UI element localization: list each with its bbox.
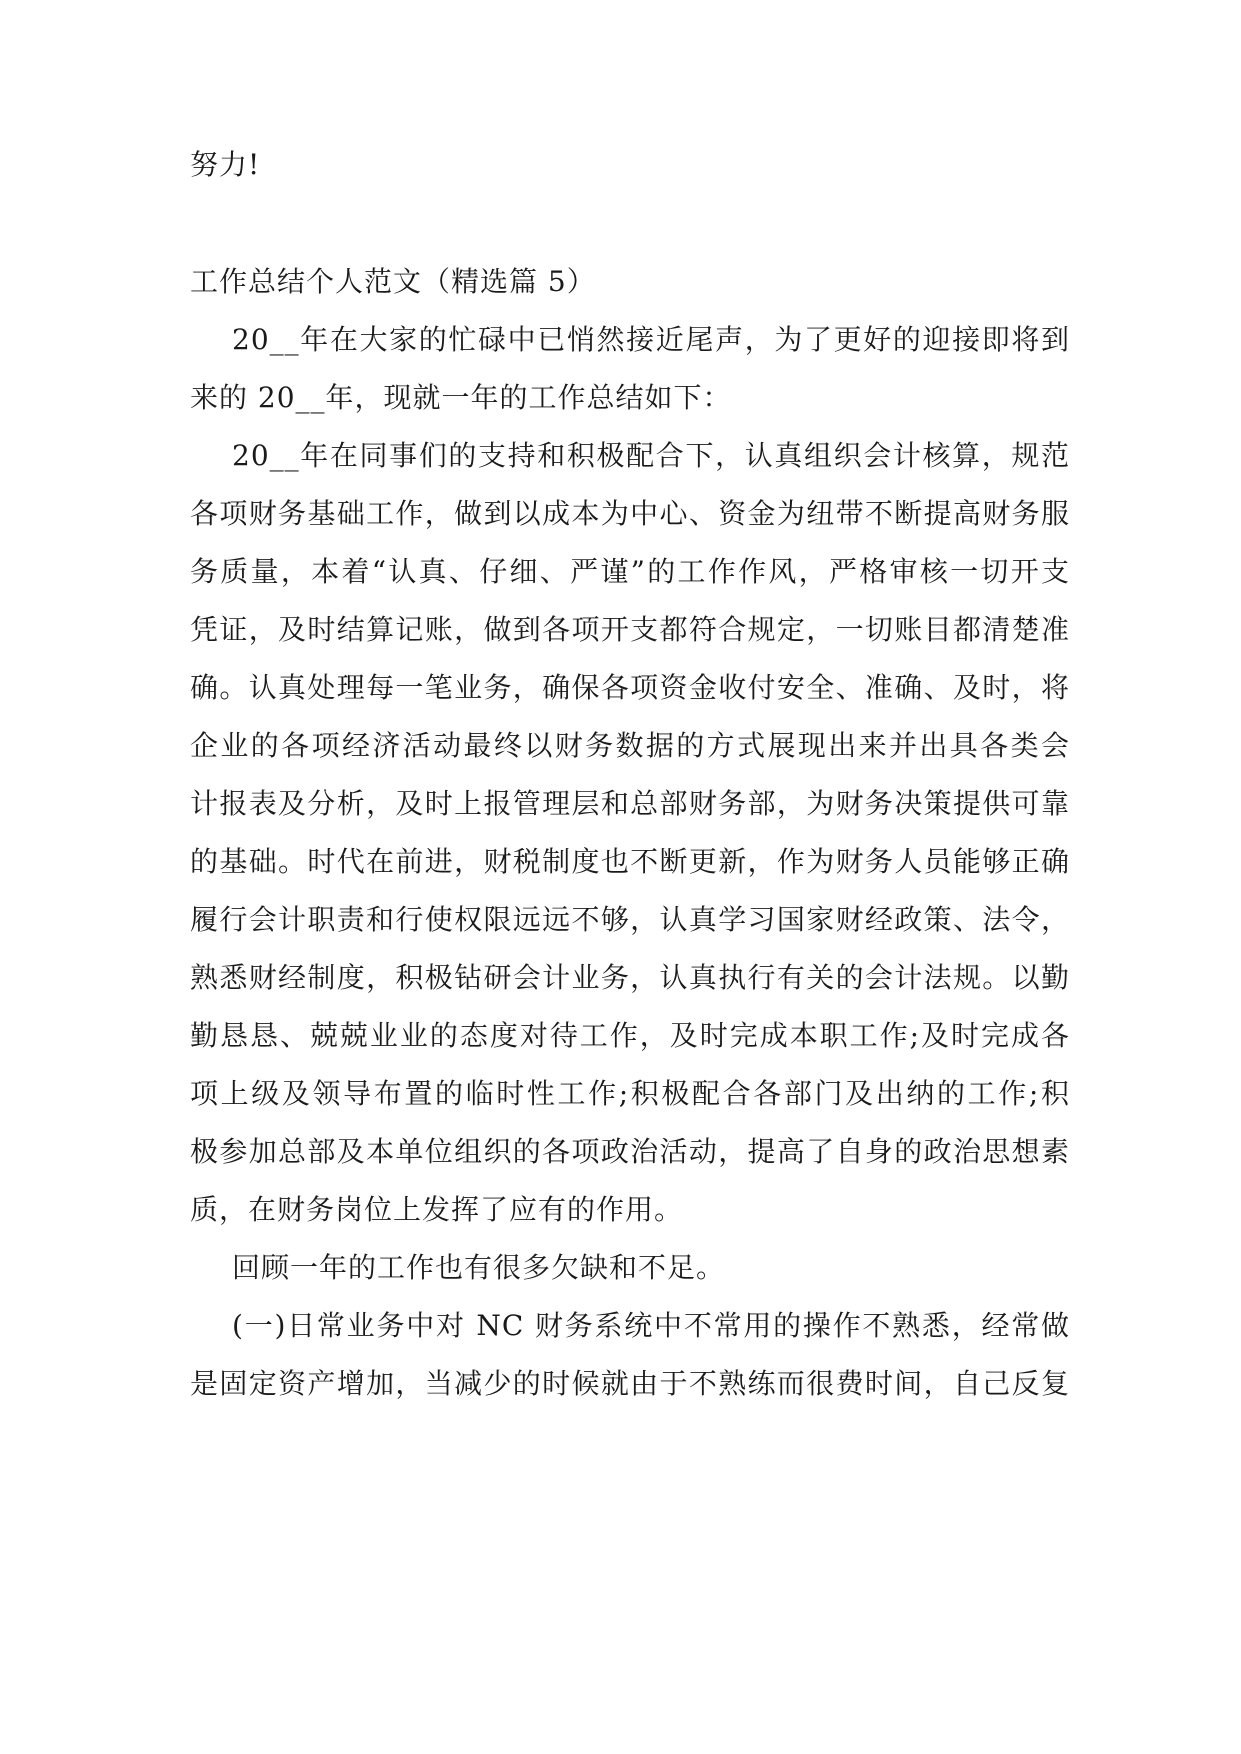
paragraph-line: 企业的各项经济活动最终以财务数据的方式展现出来并出具各类会 <box>190 729 1070 762</box>
paragraph-line: 20__年在同事们的支持和积极配合下，认真组织会计核算，规范 <box>232 439 1070 472</box>
paragraph-line: 凭证，及时结算记账，做到各项开支都符合规定，一切账目都清楚准 <box>190 613 1070 646</box>
paragraph-line: 确。认真处理每一笔业务，确保各项资金收付安全、准确、及时，将 <box>190 671 1070 704</box>
paragraph-closing-line: 努力! <box>190 148 261 181</box>
paragraph-line: (一)日常业务中对 NC 财务系统中不常用的操作不熟悉，经常做 <box>232 1309 1070 1342</box>
paragraph-line: 各项财务基础工作，做到以成本为中心、资金为纽带不断提高财务服 <box>190 497 1070 530</box>
paragraph-line: 熟悉财经制度，积极钻研会计业务，认真执行有关的会计法规。以勤 <box>190 961 1070 994</box>
paragraph-line: 20__年在大家的忙碌中已悄然接近尾声，为了更好的迎接即将到 <box>232 323 1070 356</box>
paragraph-line: 履行会计职责和行使权限远远不够，认真学习国家财经政策、法令， <box>190 903 1070 936</box>
paragraph-line: 计报表及分析，及时上报管理层和总部财务部，为财务决策提供可靠 <box>190 787 1070 820</box>
paragraph-line: 是固定资产增加，当减少的时候就由于不熟练而很费时间，自己反复 <box>190 1367 1070 1400</box>
section-heading: 工作总结个人范文（精选篇 5） <box>190 265 596 298</box>
paragraph-line: 极参加总部及本单位组织的各项政治活动，提高了自身的政治思想素 <box>190 1135 1070 1168</box>
paragraph-line: 回顾一年的工作也有很多欠缺和不足。 <box>232 1251 726 1284</box>
paragraph-line: 的基础。时代在前进，财税制度也不断更新，作为财务人员能够正确 <box>190 845 1070 878</box>
paragraph-line: 务质量，本着“认真、仔细、严谨”的工作作风，严格审核一切开支 <box>190 555 1070 588</box>
paragraph-line: 项上级及领导布置的临时性工作;积极配合各部门及出纳的工作;积 <box>190 1077 1070 1110</box>
paragraph-line: 来的 20__年，现就一年的工作总结如下： <box>190 381 732 414</box>
paragraph-line: 质，在财务岗位上发挥了应有的作用。 <box>190 1193 684 1226</box>
paragraph-line: 勤恳恳、兢兢业业的态度对待工作，及时完成本职工作;及时完成各 <box>190 1019 1070 1052</box>
